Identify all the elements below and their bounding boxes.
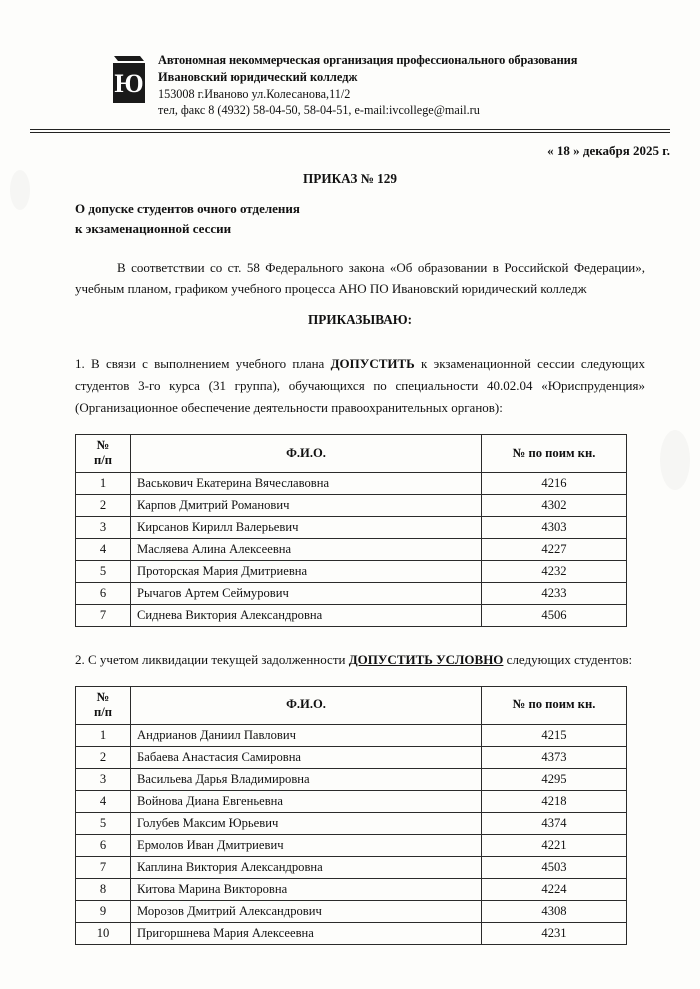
header-number-line2: п/п <box>93 705 112 720</box>
cell-number: 7 <box>76 857 131 879</box>
cell-book-number: 4295 <box>482 769 627 791</box>
org-name-line2: Ивановский юридический колледж <box>158 69 358 84</box>
clause-2-prefix: 2. С учетом ликвидации текущей задолженности <box>75 652 349 668</box>
letterhead <box>0 0 700 119</box>
admitted-students-table <box>75 434 627 627</box>
header-number-line1: № <box>96 689 110 704</box>
table-header-row <box>76 686 627 724</box>
header-fio: Ф.И.О. <box>131 434 482 472</box>
cell-book-number: 4503 <box>482 857 627 879</box>
cell-number: 10 <box>76 923 131 945</box>
table-row <box>76 517 627 539</box>
cell-number: 5 <box>76 813 131 835</box>
cell-number: 2 <box>76 747 131 769</box>
header-number <box>76 686 131 724</box>
table-row <box>76 605 627 627</box>
cell-fio: Каплина Виктория Александровна <box>131 857 482 879</box>
clause-2-suffix: следующих студентов: <box>503 652 633 668</box>
cell-fio: Васильева Дарья Владимировна <box>131 769 482 791</box>
cell-book-number: 4506 <box>482 605 627 627</box>
table-row <box>76 539 627 561</box>
header-number-line2: п/п <box>93 453 112 468</box>
cell-number: 6 <box>76 835 131 857</box>
header-number <box>76 434 131 472</box>
cell-book-number: 4216 <box>482 473 627 495</box>
table-row <box>76 725 627 747</box>
cell-fio: Рычагов Артем Сеймурович <box>131 583 482 605</box>
svg-text:Ю: Ю <box>114 69 144 98</box>
table-row <box>76 857 627 879</box>
cell-number: 2 <box>76 495 131 517</box>
cell-number: 9 <box>76 901 131 923</box>
cell-book-number: 4302 <box>482 495 627 517</box>
table-header-row <box>76 434 627 472</box>
table-row <box>76 747 627 769</box>
cell-number: 1 <box>76 725 131 747</box>
org-name-line1: Автономная некоммерческая организация профессионального образования <box>158 53 578 67</box>
cell-number: 4 <box>76 539 131 561</box>
clause-1 <box>0 353 700 420</box>
cell-number: 7 <box>76 605 131 627</box>
cell-fio: Васькович Екатерина Вячеславовна <box>131 473 482 495</box>
clause-1-prefix: 1. В связи с выполнением учебного плана <box>75 355 331 371</box>
header-fio: Ф.И.О. <box>131 686 482 724</box>
cell-book-number: 4373 <box>482 747 627 769</box>
order-keyword: ПРИКАЗЫВАЮ: <box>308 312 412 328</box>
cell-fio: Морозов Дмитрий Александрович <box>131 901 482 923</box>
cell-number: 1 <box>76 473 131 495</box>
cell-book-number: 4218 <box>482 791 627 813</box>
cell-book-number: 4233 <box>482 583 627 605</box>
table-row <box>76 561 627 583</box>
cell-book-number: 4231 <box>482 923 627 945</box>
cell-book-number: 4221 <box>482 835 627 857</box>
cell-fio: Сиднева Виктория Александровна <box>131 605 482 627</box>
table-row <box>76 495 627 517</box>
order-date: « 18 » декабря 2025 г. <box>547 142 670 158</box>
cell-number: 3 <box>76 769 131 791</box>
cell-fio: Бабаева Анастасия Самировна <box>131 747 482 769</box>
table-row <box>76 583 627 605</box>
table-row <box>76 835 627 857</box>
org-address: 153008 г.Иваново ул.Колесанова,11/2 <box>158 86 351 101</box>
table-row <box>76 879 627 901</box>
cell-fio: Войнова Диана Евгеньевна <box>131 791 482 813</box>
clause-1-emphasis: ДОПУСТИТЬ <box>330 355 415 371</box>
cell-book-number: 4308 <box>482 901 627 923</box>
cell-book-number: 4374 <box>482 813 627 835</box>
table-row <box>76 923 627 945</box>
order-subject-line2: к экзаменационной сессии <box>75 221 232 237</box>
order-number-title: ПРИКАЗ № 129 <box>303 170 397 186</box>
header-book: № по поим кн. <box>482 686 627 724</box>
cell-number: 8 <box>76 879 131 901</box>
cell-fio: Ермолов Иван Дмитриевич <box>131 835 482 857</box>
conditionally-admitted-students-table <box>75 686 627 945</box>
table-row <box>76 901 627 923</box>
table-row <box>76 473 627 495</box>
header-book: № по поим кн. <box>482 434 627 472</box>
college-emblem-icon <box>110 54 148 106</box>
clause-2-emphasis: ДОПУСТИТЬ УСЛОВНО <box>348 652 504 668</box>
clause-2 <box>0 649 700 671</box>
cell-fio: Проторская Мария Дмитриевна <box>131 561 482 583</box>
table-row <box>76 813 627 835</box>
org-contacts: тел, факс 8 (4932) 58-04-50, 58-04-51, e-mail:ivcollege@mail.ru <box>158 103 480 118</box>
cell-fio: Андрианов Даниил Павлович <box>131 725 482 747</box>
cell-fio: Карпов Дмитрий Романович <box>131 495 482 517</box>
cell-book-number: 4224 <box>482 879 627 901</box>
cell-fio: Пригоршнева Мария Алексеевна <box>131 923 482 945</box>
cell-number: 5 <box>76 561 131 583</box>
cell-number: 4 <box>76 791 131 813</box>
table-row <box>76 791 627 813</box>
cell-book-number: 4232 <box>482 561 627 583</box>
preamble-paragraph: В соответствии со ст. 58 Федерального закона «Об образовании в Российской Федерации», учебным планом, графиком учебного процесса АНО ПО Ивановский юридический колледж <box>75 260 645 297</box>
cell-number: 6 <box>76 583 131 605</box>
clause-1-suffix: к экзаменационной сессии следующих студентов 3-го курса (31 группа), обучающихся по специальности 40.02.04 «Юриспруденция» (Организационное обеспечение деятельности правоохранительных органов): <box>75 355 645 416</box>
cell-fio: Голубев Максим Юрьевич <box>131 813 482 835</box>
cell-fio: Кирсанов Кирилл Валерьевич <box>131 517 482 539</box>
order-subject <box>0 187 700 239</box>
cell-book-number: 4227 <box>482 539 627 561</box>
cell-number: 3 <box>76 517 131 539</box>
cell-book-number: 4215 <box>482 725 627 747</box>
header-number-line1: № <box>96 437 110 452</box>
cell-fio: Китова Марина Викторовна <box>131 879 482 901</box>
table-row <box>76 769 627 791</box>
cell-book-number: 4303 <box>482 517 627 539</box>
order-subject-line1: О допуске студентов очного отделения <box>75 200 300 216</box>
cell-fio: Масляева Алина Алексеевна <box>131 539 482 561</box>
